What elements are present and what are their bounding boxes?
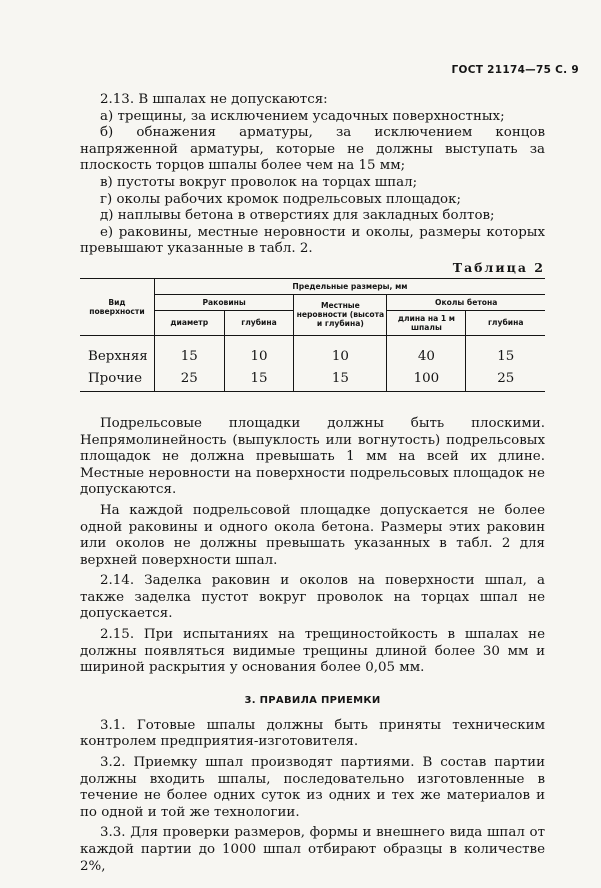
cell-unevenness: 10 [294, 335, 387, 366]
table-row [80, 335, 545, 366]
paragraph-clause-3-3: 3.3. Для проверки размеров, формы и внешнего вида шпал от каждой партии до 1000 шпал отбирают образцы в количестве 2%, [80, 825, 545, 874]
paragraph-clause-3-1: 3.1. Готовые шпалы должны быть приняты техническим контролем предприятия-изготовителя. [80, 717, 545, 750]
header-concrete-chips: Околы бетона [387, 294, 545, 310]
paragraph-pits-per-area: На каждой подрельсовой площадке допускается не более одной раковины и одного окола бетона. Размеры этих раковин или околов не должны превышать указанных в табл. 2 для верхней поверхности шпал. [80, 502, 545, 568]
header-limit-sizes: Предельные размеры, мм [154, 278, 545, 294]
defect-limits-table [80, 278, 545, 392]
header-chip-depth: глубина [466, 310, 545, 335]
paragraph-clause-2-15: 2.15. При испытаниях на трещиностойкость в шпалах не должны появляться видимые трещины длиной более 30 мм и шириной раскрытия у основания более 0,05 мм. [80, 627, 545, 676]
clause-2-13-item-b: б) обнажения арматуры, за исключением концов напряженной арматуры, которые не должны выступать за плоскость торцов шпалы более чем на 15 мм; [80, 125, 545, 174]
cell-chip-depth: 15 [466, 335, 545, 366]
cell-pit-depth: 15 [224, 366, 294, 392]
cell-surface: Прочие [80, 366, 154, 392]
header-diameter: диаметр [154, 310, 224, 335]
header-local-unevenness: Местные неровности (высота и глубина) [294, 294, 387, 335]
cell-chip-length: 40 [387, 335, 466, 366]
cell-diameter: 25 [154, 366, 224, 392]
table-row [80, 366, 545, 392]
clause-2-13-item-e: е) раковины, местные неровности и околы, размеры которых превышают указанные в табл. 2. [80, 224, 545, 257]
paragraph-clause-3-2: 3.2. Приемку шпал производят партиями. В состав партии должны входить шпалы, последовательно изготовленные в течение не более одних суток из одних и тех же материалов и по одной и той же технологии. [80, 755, 545, 820]
cell-chip-depth: 25 [466, 366, 545, 392]
header-pit-depth: глубина [224, 310, 294, 335]
paragraph-flatness: Подрельсовые площадки должны быть плоскими. Непрямолинейность (выпуклость или вогнутость) подрельсовых площадок не должна превышать 1 мм на всей их длине. Местные неровности на поверхности подрельсовых площадок не допускаются. [80, 415, 545, 498]
cell-chip-length: 100 [387, 366, 466, 392]
clause-2-13-item-g: г) околы рабочих кромок подрельсовых площадок; [100, 191, 461, 207]
header-chip-length: длина на 1 м шпалы [387, 310, 466, 335]
header-pits: Раковины [154, 294, 294, 310]
clause-2-13-item-v: в) пустоты вокруг проволок на торцах шпал; [100, 174, 418, 190]
clause-2-13-intro: 2.13. В шпалах не допускаются: [100, 92, 328, 107]
paragraph-clause-2-14: 2.14. Заделка раковин и околов на поверхности шпал, а также заделка пустот вокруг проволок на торцах шпал не допускается. [80, 573, 545, 622]
document-body [80, 92, 545, 875]
cell-unevenness: 15 [294, 366, 387, 392]
cell-diameter: 15 [154, 335, 224, 366]
cell-surface: Верхняя [80, 335, 154, 366]
clause-2-13-item-d: д) наплывы бетона в отверстиях для закладных болтов; [100, 208, 495, 224]
section-3-title: 3. ПРАВИЛА ПРИЕМКИ [244, 694, 381, 706]
cell-pit-depth: 10 [224, 335, 294, 366]
table-caption: Таблица 2 [452, 259, 545, 275]
clause-2-13-item-a: а) трещины, за исключением усадочных поверхностных; [100, 108, 505, 124]
page-header: ГОСТ 21174—75 С. 9 [451, 64, 579, 76]
header-surface-type: Вид поверхности [80, 278, 154, 335]
